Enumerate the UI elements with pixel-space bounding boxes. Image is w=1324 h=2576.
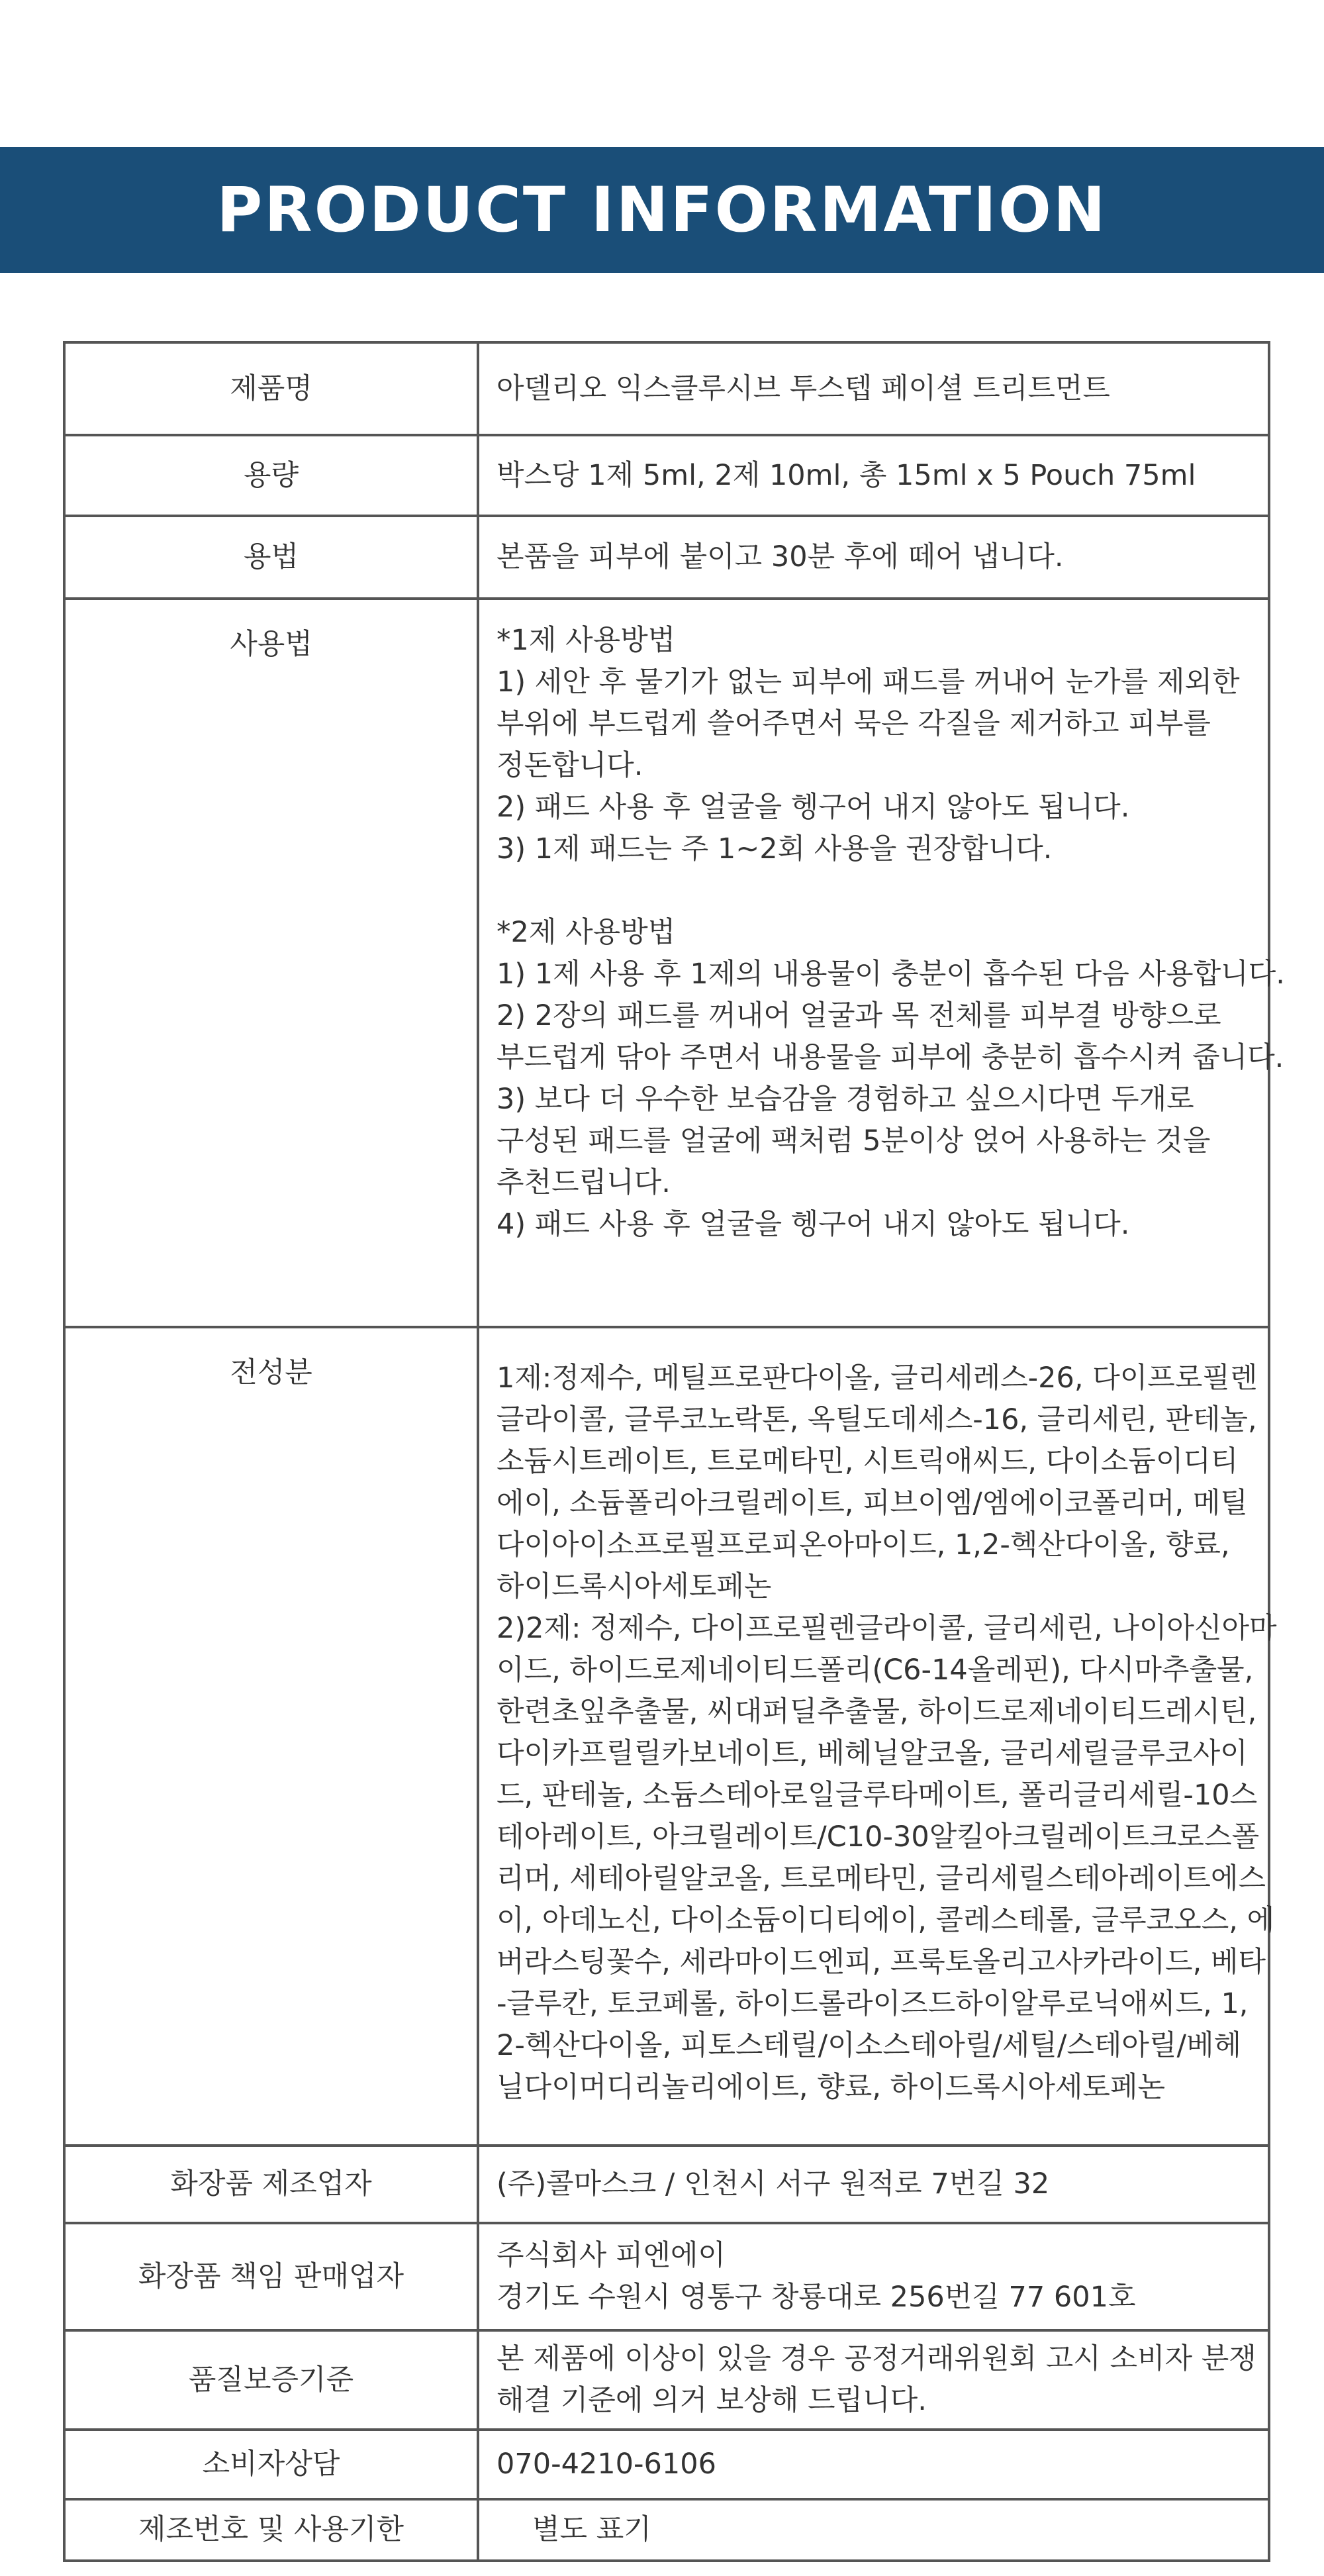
row-expiry bbox=[64, 2499, 1269, 2561]
row-method bbox=[64, 516, 1269, 599]
ingredient-line: 테아레이트, 아크릴레이트/C10-30알킬아크릴레이트크로스폴 bbox=[496, 1820, 1260, 1854]
label-expiry: 제조번호 및 사용기한 bbox=[64, 2499, 478, 2561]
page-title: PRODUCT INFORMATION bbox=[216, 173, 1108, 246]
ingredient-line: 글라이콜, 글루코노락톤, 옥틸도데세스-16, 글리세린, 판테놀, bbox=[496, 1403, 1257, 1436]
usage-line: 부위에 부드럽게 쓸어주면서 묵은 각질을 제거하고 피부를 bbox=[496, 707, 1211, 740]
label-product-name: 제품명 bbox=[64, 342, 478, 435]
usage-line: 구성된 패드를 얼굴에 팩처럼 5분이상 얹어 사용하는 것을 bbox=[496, 1124, 1211, 1158]
row-manufacturer bbox=[64, 2146, 1269, 2223]
usage-line: 2) 패드 사용 후 얼굴을 헹구어 내지 않아도 됩니다. bbox=[496, 791, 1130, 824]
ingredient-line: 버라스팅꽃수, 세라마이드엔피, 프룩토올리고사카라이드, 베타 bbox=[496, 1946, 1266, 1979]
value-product-name: 아델리오 익스클루시브 투스텝 페이셜 트리트먼트 bbox=[478, 342, 1269, 435]
value-method: 본품을 피부에 붙이고 30분 후에 떼어 냅니다. bbox=[478, 516, 1269, 599]
ingredient-line: 에이, 소듐폴리아크릴레이트, 피브이엠/엠에이코폴리머, 메틸 bbox=[496, 1487, 1248, 1520]
usage-line: 3) 1제 패드는 주 1~2회 사용을 권장합니다. bbox=[496, 832, 1053, 866]
product-info-table bbox=[63, 341, 1285, 2562]
value-usage bbox=[478, 599, 1285, 1327]
ingredient-line: 소듐시트레이트, 트로메타민, 시트릭애씨드, 다이소듐이디티 bbox=[496, 1445, 1239, 1478]
ingredient-line: -글루칸, 토코페롤, 하이드롤라이즈드하이알루로닉애씨드, 1, bbox=[496, 1987, 1249, 2020]
usage-line: 1) 세안 후 물기가 없는 피부에 패드를 꺼내어 눈가를 제외한 bbox=[496, 666, 1240, 699]
label-volume: 용량 bbox=[64, 435, 478, 516]
ingredient-line: 이, 아데노신, 다이소듐이디티에이, 콜레스테롤, 글루코오스, 에 bbox=[496, 1904, 1275, 1937]
value-expiry: 별도 표기 bbox=[478, 2499, 1269, 2561]
usage-line: *1제 사용방법 bbox=[496, 624, 676, 657]
value-quality bbox=[478, 2330, 1269, 2430]
value-seller bbox=[478, 2223, 1269, 2330]
row-usage bbox=[64, 599, 1269, 1327]
row-seller bbox=[64, 2223, 1269, 2330]
ingredient-line: 2)2제: 정제수, 다이프로필렌글라이콜, 글리세린, 나이아신아마 bbox=[496, 1612, 1277, 1645]
ingredient-line: 닐다이머디리놀리에이트, 향료, 하이드록시아세토페논 bbox=[496, 2071, 1166, 2104]
value-consult: 070-4210-6106 bbox=[478, 2430, 1269, 2499]
value-manufacturer: (주)콜마스크 / 인천시 서구 원적로 7번길 32 bbox=[478, 2146, 1269, 2223]
ingredient-line: 2-헥산다이올, 피토스테릴/이소스테아릴/세틸/스테아릴/베헤 bbox=[496, 2029, 1242, 2062]
usage-line: 3) 보다 더 우수한 보습감을 경험하고 싶으시다면 두개로 bbox=[496, 1083, 1194, 1116]
usage-line: *2제 사용방법 bbox=[496, 916, 676, 949]
usage-spacer bbox=[496, 870, 1258, 912]
ingredient-line: 다이아이소프로필프로피온아마이드, 1,2-헥산다이올, 향료, bbox=[496, 1528, 1230, 1561]
row-consult bbox=[64, 2430, 1269, 2499]
value-ingredients bbox=[478, 1327, 1277, 2146]
label-ingredients: 전성분 bbox=[64, 1327, 478, 2146]
usage-line: 추천드립니다. bbox=[496, 1166, 671, 1199]
usage-line: 4) 패드 사용 후 얼굴을 헹구어 내지 않아도 됩니다. bbox=[496, 1208, 1130, 1241]
header-banner bbox=[0, 147, 1324, 273]
ingredient-line: 하이드록시아세토페논 bbox=[496, 1570, 772, 1603]
label-usage: 사용법 bbox=[64, 599, 478, 1327]
ingredient-line: 다이카프릴릴카보네이트, 베헤닐알코올, 글리세릴글루코사이 bbox=[496, 1737, 1248, 1770]
ingredient-line: 1제:정제수, 메틸프로판다이올, 글리세레스-26, 다이프로필렌 bbox=[496, 1362, 1258, 1395]
usage-line: 부드럽게 닦아 주면서 내용물을 피부에 충분히 흡수시켜 줍니다. bbox=[496, 1041, 1284, 1074]
row-ingredients bbox=[64, 1327, 1269, 2146]
ingredient-line: 한련초잎추출물, 씨대퍼딜추출물, 하이드로제네이티드레시틴, bbox=[496, 1695, 1257, 1728]
row-quality bbox=[64, 2330, 1269, 2430]
row-volume bbox=[64, 435, 1269, 516]
quality-line: 해결 기준에 의거 보상해 드립니다. bbox=[496, 2384, 927, 2417]
usage-line: 1) 1제 사용 후 1제의 내용물이 충분이 흡수된 다음 사용합니다. bbox=[496, 958, 1285, 991]
label-consult: 소비자상담 bbox=[64, 2430, 478, 2499]
label-method: 용법 bbox=[64, 516, 478, 599]
ingredient-line: 리머, 세테아릴알코올, 트로메타민, 글리세릴스테아레이트에스 bbox=[496, 1862, 1266, 1895]
ingredient-line: 이드, 하이드로제네이티드폴리(C6-14올레핀), 다시마추출물, bbox=[496, 1654, 1254, 1687]
ingredient-line: 드, 판테놀, 소듐스테아로일글루타메이트, 폴리글리세릴-10스 bbox=[496, 1779, 1258, 1812]
value-volume: 박스당 1제 5ml, 2제 10ml, 총 15ml x 5 Pouch 75ml bbox=[478, 435, 1269, 516]
label-manufacturer: 화장품 제조업자 bbox=[64, 2146, 478, 2223]
usage-line: 2) 2장의 패드를 꺼내어 얼굴과 목 전체를 피부결 방향으로 bbox=[496, 999, 1221, 1032]
usage-line: 정돈합니다. bbox=[496, 749, 643, 782]
label-seller: 화장품 책임 판매업자 bbox=[64, 2223, 478, 2330]
row-product-name bbox=[64, 342, 1269, 435]
seller-line: 경기도 수원시 영통구 창룡대로 256번길 77 601호 bbox=[496, 2281, 1136, 2314]
label-quality: 품질보증기준 bbox=[64, 2330, 478, 2430]
seller-line: 주식회사 피엔에이 bbox=[496, 2239, 726, 2272]
quality-line: 본 제품에 이상이 있을 경우 공정거래위원회 고시 소비자 분쟁 bbox=[496, 2342, 1256, 2375]
